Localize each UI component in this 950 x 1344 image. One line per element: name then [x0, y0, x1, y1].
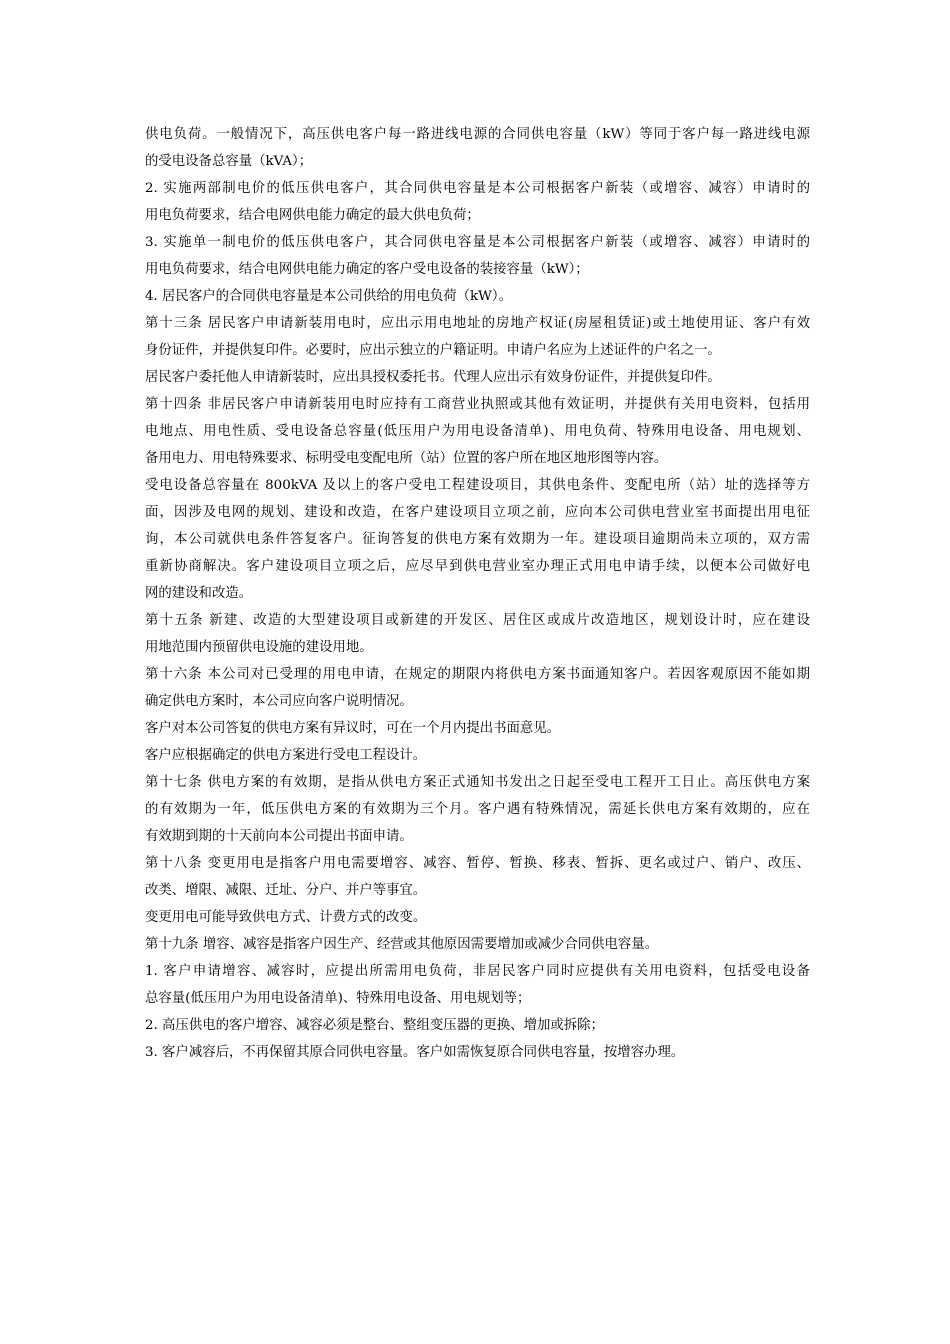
text-line: 受电设备总容量在 800kVA 及以上的客户受电工程建设项目，其供电条件、变配电所（站）址的选择等方	[145, 478, 810, 493]
text-line: 3. 客户减容后，不再保留其原合同供电容量。客户如需恢复原合同供电容量，按增容办理。	[145, 1045, 685, 1060]
text-line: 客户应根据确定的供电方案进行受电工程设计。	[145, 748, 427, 763]
text-line: 的有效期为一年，低压供电方案的有效期为三个月。客户遇有特殊情况，需延长供电方案有效期的，应在	[145, 802, 810, 817]
text-line: 确定供电方案时，本公司应向客户说明情况。	[145, 694, 413, 709]
paragraph-p18	[145, 1012, 810, 1039]
text-line: 2. 高压供电的客户增容、减容必须是整台、整组变压器的更换、增加或拆除；	[145, 1018, 604, 1033]
text-line: 询，本公司就供电条件答复客户。征询答复的供电方案有效期为一年。建设项目逾期尚未立项的，双方需	[145, 532, 810, 547]
paragraph-p15	[145, 904, 810, 931]
text-line: 用电负荷要求，结合电网供电能力确定的最大供电负荷；	[145, 208, 480, 223]
text-line: 第十四条 非居民客户申请新装用电时应持有工商营业执照或其他有效证明，并提供有关用电资料，包括用	[145, 397, 810, 412]
text-line: 1. 客户申请增容、减容时，应提出所需用电负荷，非居民客户同时应提供有关用电资料，包括受电设备	[145, 964, 810, 979]
paragraph-p3	[145, 229, 810, 283]
text-line: 网的建设和改造。	[145, 586, 253, 601]
text-line: 第十五条 新建、改造的大型建设项目或新建的开发区、居住区或成片改造地区，规划设计时，应在建设	[145, 613, 810, 628]
paragraph-p8	[145, 472, 810, 607]
paragraph-p5	[145, 310, 810, 364]
paragraph-p11	[145, 715, 810, 742]
paragraph-p1	[145, 121, 810, 175]
text-line: 居民客户委托他人申请新装时，应出具授权委托书。代理人应出示有效身份证件，并提供复印件。	[145, 370, 721, 385]
text-line: 第十九条 增容、减容是指客户因生产、经营或其他原因需要增加或减少合同供电容量。	[145, 937, 659, 952]
text-line: 用地范围内预留供电设施的建设用地。	[145, 640, 373, 655]
text-line: 有效期到期的十天前向本公司提出书面申请。	[145, 829, 413, 844]
paragraph-p19	[145, 1039, 810, 1066]
text-line: 第十七条 供电方案的有效期，是指从供电方案正式通知书发出之日起至受电工程开工日止。高压供电方案	[145, 775, 810, 790]
text-line: 第十六条 本公司对已受理的用电申请，在规定的期限内将供电方案书面通知客户。若因客观原因不能如期	[145, 667, 810, 682]
document-body	[145, 121, 810, 1066]
text-line: 4. 居民客户的合同供电容量是本公司供给的用电负荷（kW）。	[145, 289, 512, 304]
text-line: 改类、增限、减限、迁址、分户、并户等事宜。	[145, 883, 427, 898]
text-line: 总容量(低压用户为用电设备清单)、特殊用电设备、用电规划等；	[145, 991, 531, 1006]
text-line: 电地点、用电性质、受电设备总容量(低压用户为用电设备清单)、用电负荷、特殊用电设备、用电规划、	[145, 424, 810, 439]
text-line: 2. 实施两部制电价的低压供电客户，其合同供电容量是本公司根据客户新装（或增容、减容）申请时的	[145, 181, 810, 196]
text-line: 第十三条 居民客户申请新装用电时，应出示用电地址的房地产权证(房屋租赁证)或土地使用证、客户有效	[145, 316, 810, 331]
text-line: 3. 实施单一制电价的低压供电客户，其合同供电容量是本公司根据客户新装（或增容、减容）申请时的	[145, 235, 810, 250]
paragraph-p2	[145, 175, 810, 229]
paragraph-p10	[145, 661, 810, 715]
text-line: 客户对本公司答复的供电方案有异议时，可在一个月内提出书面意见。	[145, 721, 561, 736]
text-line: 用电负荷要求，结合电网供电能力确定的客户受电设备的装接容量（kW）；	[145, 262, 589, 277]
text-line: 重新协商解决。客户建设项目立项之后，应尽早到供电营业室办理正式用电申请手续，以便本公司做好电	[145, 559, 810, 574]
paragraph-p9	[145, 607, 810, 661]
paragraph-p4	[145, 283, 810, 310]
paragraph-p13	[145, 769, 810, 850]
paragraph-p12	[145, 742, 810, 769]
paragraph-p16	[145, 931, 810, 958]
text-line: 第十八条 变更用电是指客户用电需要增容、减容、暂停、暂换、移表、暂拆、更名或过户、销户、改压、	[145, 856, 810, 871]
text-line: 面，因涉及电网的规划、建设和改造，在客户建设项目立项之前，应向本公司供电营业室书面提出用电征	[145, 505, 810, 520]
paragraph-p17	[145, 958, 810, 1012]
paragraph-p14	[145, 850, 810, 904]
text-line: 变更用电可能导致供电方式、计费方式的改变。	[145, 910, 427, 925]
text-line: 身份证件，并提供复印件。必要时，应出示独立的户籍证明。申请户名应为上述证件的户名之一。	[145, 343, 721, 358]
text-line: 备用电力、用电特殊要求、标明受电变配电所（站）位置的客户所在地区地形图等内容。	[145, 451, 668, 466]
paragraph-p7	[145, 391, 810, 472]
paragraph-p6	[145, 364, 810, 391]
text-line: 供电负荷。一般情况下，高压供电客户每一路进线电源的合同供电容量（kW）等同于客户每一路进线电源	[145, 127, 810, 142]
text-line: 的受电设备总容量（kVA）；	[145, 154, 313, 169]
